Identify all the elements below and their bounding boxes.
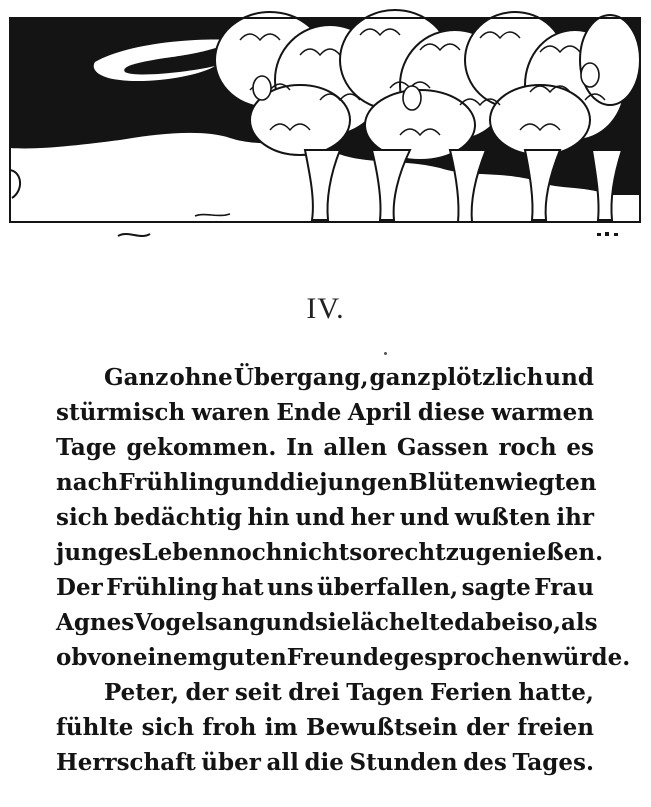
word: seit [234, 679, 282, 706]
word: der [466, 714, 509, 741]
word: die [304, 749, 344, 776]
word: In [286, 434, 314, 461]
word: nicht [282, 539, 350, 566]
text-line [56, 395, 594, 430]
word: so, [524, 609, 562, 636]
word: genießen. [475, 539, 604, 566]
text-line [56, 360, 594, 395]
word: Tage [56, 434, 117, 461]
word: jungen [319, 469, 409, 496]
word: Agnes [56, 609, 135, 636]
text-line [56, 465, 597, 500]
word: Herrschaft [56, 749, 196, 776]
word: Leben [141, 539, 220, 566]
text-line [56, 570, 594, 605]
word: der [185, 679, 229, 706]
word: hat [221, 574, 264, 601]
word: bedächtig [114, 504, 242, 531]
word: lächelte [351, 609, 455, 636]
text-line [56, 605, 598, 640]
word: sagte [461, 574, 531, 601]
word: ob [56, 644, 88, 671]
word: Blüten [408, 469, 496, 496]
word: drei [288, 679, 340, 706]
text-line [56, 675, 594, 710]
word: Stunden [349, 749, 458, 776]
word: hatte, [518, 679, 594, 706]
word: uns [267, 574, 314, 601]
word: und [265, 609, 315, 636]
artist-signature [597, 232, 618, 236]
word: fühlte [56, 714, 134, 741]
word: freien [517, 714, 594, 741]
word: von [87, 644, 133, 671]
word: sich [141, 714, 195, 741]
word: dabei [454, 609, 525, 636]
word: waren [191, 399, 270, 426]
word: im [264, 714, 298, 741]
word: nach [56, 469, 119, 496]
word: April [347, 399, 412, 426]
chapter-heading: IV. [306, 292, 345, 325]
word: sie [314, 609, 352, 636]
word: Bewußtsein [306, 714, 458, 741]
word: würde. [542, 644, 631, 671]
word: guten [211, 644, 287, 671]
word: Frühling [106, 574, 218, 601]
word: Ferien [430, 679, 512, 706]
word: ihr [556, 504, 594, 531]
word: her [350, 504, 394, 531]
word: die [279, 469, 320, 496]
body-text [56, 360, 631, 780]
word: zu [445, 539, 476, 566]
word: plötzlich [431, 364, 544, 391]
word: Ende [276, 399, 342, 426]
word: Der [56, 574, 103, 601]
word: so [349, 539, 378, 566]
word: recht [377, 539, 446, 566]
word: gesprochen [393, 644, 543, 671]
word: gekommen. [126, 434, 277, 461]
text-line [56, 500, 594, 535]
word: all [266, 749, 299, 776]
word: und [230, 469, 280, 496]
word: wußten [454, 504, 551, 531]
word: Gassen [396, 434, 489, 461]
word: Tagen [346, 679, 424, 706]
word: als [561, 609, 598, 636]
word: noch [219, 539, 283, 566]
ground-line [195, 214, 230, 216]
word: ganz [369, 364, 431, 391]
word: und [544, 364, 594, 391]
text-line [56, 535, 604, 570]
text-line [56, 745, 594, 780]
word: diese [417, 399, 485, 426]
word: Frau [534, 574, 594, 601]
word: hin [247, 504, 290, 531]
word: überfallen, [316, 574, 459, 601]
word: Peter, [104, 679, 180, 706]
ground-squiggle [118, 234, 150, 236]
tree-vignette-illustration [0, 0, 651, 250]
word: über [201, 749, 261, 776]
scroll-curl [10, 170, 20, 198]
word: es [566, 434, 594, 461]
word: Tages. [512, 749, 594, 776]
word: ohne [169, 364, 233, 391]
word: Frühling [118, 469, 231, 496]
word: einem [132, 644, 212, 671]
word: roch [498, 434, 557, 461]
word: froh [202, 714, 257, 741]
word: warmen [491, 399, 594, 426]
text-line [56, 710, 594, 745]
text-line [56, 430, 594, 465]
word: Vogelsang [134, 609, 266, 636]
word: Ganz [104, 364, 169, 391]
word: Übergang, [233, 364, 369, 391]
word: und [399, 504, 450, 531]
word: sich [56, 504, 109, 531]
word: junges [56, 539, 142, 566]
word: Freunde [286, 644, 394, 671]
stray-ink-dot [384, 352, 387, 355]
word: wiegten [495, 469, 597, 496]
word: allen [323, 434, 388, 461]
word: des [463, 749, 507, 776]
word: stürmisch [56, 399, 186, 426]
word: und [295, 504, 345, 531]
text-line [56, 640, 631, 675]
